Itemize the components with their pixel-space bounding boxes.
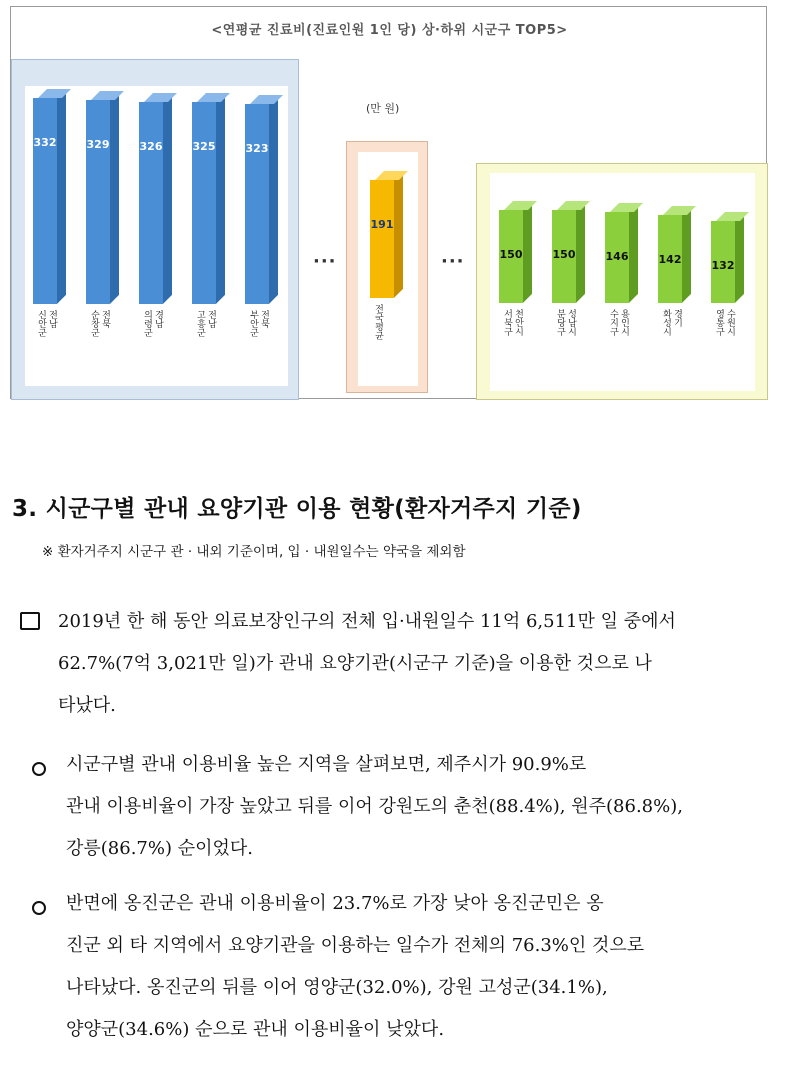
circle-bullet-icon: [32, 762, 46, 776]
para2-line1: 시군구별 관내 이용비율 높은 지역을 살펴보면, 제주시가 90.9%로: [66, 754, 587, 775]
bar-value-label: 332: [33, 136, 57, 149]
para2-line3: 강릉(86.7%) 순이었다.: [66, 838, 253, 859]
bar: [552, 201, 585, 303]
bar: [86, 91, 119, 304]
para3-line4: 양양군(34.6%) 순으로 관내 이용비율이 낮았다.: [66, 1019, 445, 1040]
para1-line1: 2019년 한 해 동안 의료보장인구의 전체 입·내원일수 11억 6,511만 일 중에서: [58, 611, 676, 632]
category-label: 경남 의령군: [142, 310, 163, 337]
circle-bullet-icon: [32, 901, 46, 915]
ellipsis-right: ···: [441, 251, 465, 272]
category-label: 전북 부안군: [248, 310, 269, 337]
ellipsis-left: ···: [313, 251, 337, 272]
checkbox-bullet-icon: [20, 612, 40, 630]
average-panel: [346, 141, 428, 393]
bar-value-label: 150: [499, 248, 523, 261]
category-label: 전북 순창군: [89, 310, 110, 337]
bar-value-label: 146: [605, 250, 629, 263]
chart-title: <연평균 진료비(진료인원 1인 당) 상·하위 시군구 TOP5>: [211, 23, 568, 38]
bar: [245, 95, 278, 304]
top5-panel: [11, 59, 299, 400]
bottom5-panel: [476, 163, 768, 400]
category-label: 천안시 서북구: [502, 309, 523, 336]
section-note: ※ 환자거주지 시군구 관 · 내외 기준이며, 입 · 내원일수는 약국을 제외함: [42, 544, 466, 560]
bar: [711, 212, 744, 303]
para3-line3: 나타났다. 옹진군의 뒤를 이어 영양군(32.0%), 강원 고성군(34.1%),: [66, 977, 608, 998]
chart-frame: [10, 6, 767, 399]
para1-line2: 62.7%(7억 3,021만 일)가 관내 요양기관(시군구 기준)을 이용한 것으로 나: [58, 653, 652, 674]
bar: [139, 93, 172, 304]
paragraph-2: [66, 744, 683, 870]
bar-value-label: 142: [658, 253, 682, 266]
bar-value-label: 132: [711, 259, 735, 272]
paragraph-1: [58, 601, 676, 727]
category-label: 전남 신안군: [36, 310, 57, 337]
category-label: 수원시 영통구: [714, 309, 735, 336]
category-label: 성남시 분당구: [555, 309, 576, 336]
para3-line2: 진군 외 타 지역에서 요양기관을 이용하는 일수가 전체의 76.3%인 것으로: [66, 935, 645, 956]
bar: [658, 206, 691, 303]
bar: [33, 89, 66, 304]
bar-value-label: 325: [192, 140, 216, 153]
category-label: 전국평균: [373, 304, 383, 340]
section-heading: 3. 시군구별 관내 요양기관 이용 현황(환자거주지 기준): [12, 496, 582, 522]
unit-label: (만 원): [366, 102, 400, 115]
bar: [499, 201, 532, 303]
para1-line3: 타났다.: [58, 695, 116, 716]
para3-line1: 반면에 옹진군은 관내 이용비율이 23.7%로 가장 낮아 옹진군민은 옹: [66, 893, 604, 914]
category-label: 경기 화성시: [661, 309, 682, 336]
bar-value-label: 326: [139, 140, 163, 153]
bar-value-label: 329: [86, 138, 110, 151]
category-label: 전남 고흥군: [195, 310, 216, 337]
bar: [192, 93, 225, 304]
bar-value-label: 323: [245, 142, 269, 155]
bar: [605, 203, 638, 303]
para2-line2: 관내 이용비율이 가장 높았고 뒤를 이어 강원도의 춘천(88.4%), 원주(86.8%),: [66, 796, 683, 817]
bar-value-label: 191: [370, 218, 394, 231]
bar-value-label: 150: [552, 248, 576, 261]
bar: [370, 171, 403, 298]
category-label: 용인시 수지구: [608, 309, 629, 336]
paragraph-3: [66, 883, 644, 1051]
